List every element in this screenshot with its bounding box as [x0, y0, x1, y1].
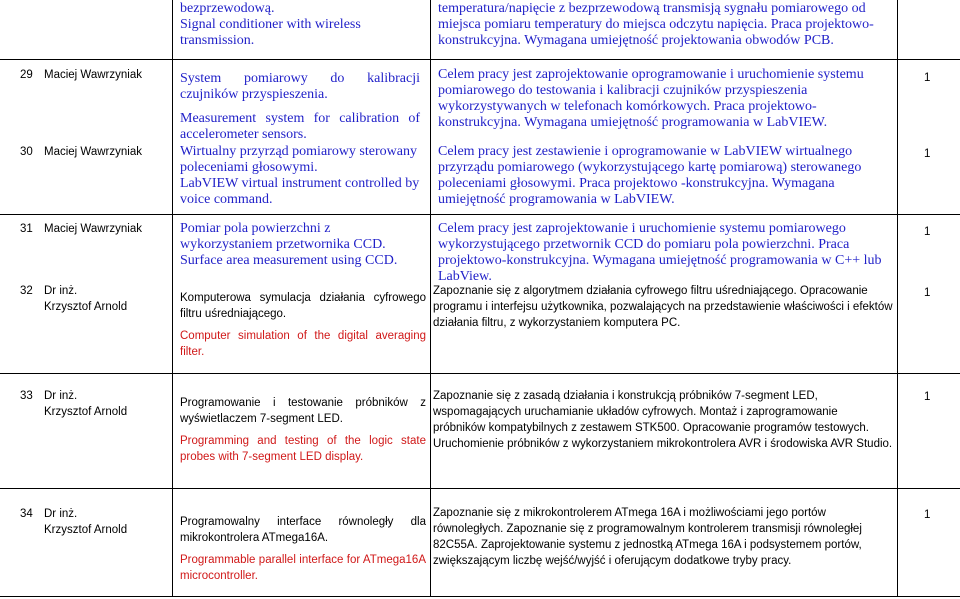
- topic-polish: Wirtualny przyrząd pomiarowy sterowany poleceniami głosowymi.: [180, 144, 417, 175]
- description-text: Zapoznanie się z zasadą działania i konstrukcją próbników 7-segment LED, wspomagających uruchamianie układów cyfrowych. Montaż i zaprogramowanie próbników kompatybilnych z zestawem STK500. Opracowanie programów testowych. Uruchomienie próbników z wykorzystaniem mikrokontrolera AVR i środowiska AVR Studio.: [433, 390, 893, 450]
- supervisor-title: Dr inż.: [44, 285, 78, 297]
- description-cell: [433, 283, 893, 331]
- topic-english: Programmable parallel interface for ATmega16A microcontroller.: [180, 554, 426, 582]
- supervisor-name: Krzysztof Arnold: [44, 406, 128, 418]
- description-text: Celem pracy jest zaprojektowanie oprogramowanie i uruchomienie systemu pomiarowego do testowania i kalibracji czujników przyspieszenia wykorzystywanych w telefonach komórkowych. Praca projektowo-konstrukcyjna. Wymagana umiejętność programowania w LabVIEW.: [438, 67, 864, 130]
- topic-english: LabVIEW virtual instrument controlled by voice command.: [180, 176, 420, 207]
- row-divider: [0, 214, 960, 215]
- supervisor-name: Krzysztof Arnold: [44, 301, 128, 313]
- description-text: temperatura/napięcie z bezprzewodową transmisją sygnału pomiarowego od miejsca pomiaru temperatury do miejsca odczytu napięcia. Praca projektowo-konstrukcyjna. Wymagana umiejętność projektowania obwodów PCB.: [438, 1, 874, 48]
- topic-cell: [180, 144, 420, 208]
- row-number: 32: [20, 285, 33, 297]
- description-cell: [433, 505, 893, 569]
- topic-count: 1: [924, 287, 931, 299]
- topic-count: 1: [924, 72, 931, 84]
- topic-count: 1: [924, 509, 931, 521]
- topic-cell: [180, 71, 420, 143]
- row-divider: [0, 59, 960, 60]
- column-divider: [172, 0, 173, 597]
- description-cell: [438, 1, 888, 49]
- topic-polish: Komputerowa symulacja działania cyfrowego filtru uśredniającego.: [180, 292, 426, 320]
- description-text: Zapoznanie się z mikrokontrolerem ATmega 16A i możliwościami jego portów równoległych. Zapoznanie się z programowalnym kontrolerem transmisji równoległej 82C55A. Zaprojektowanie systemu z jednostką ATmega 16A i podsystemem portów, zwiększającym liczbę wejść/wyjść i oferującym dodatkowe tryby pracy.: [433, 507, 862, 567]
- description-cell: [438, 221, 888, 285]
- topic-cell: [180, 221, 420, 269]
- description-cell: [438, 144, 888, 208]
- topic-count: 1: [924, 226, 931, 238]
- topic-polish: System pomiarowy do kalibracji czujników przyspieszenia.: [180, 71, 420, 102]
- row-number: 33: [20, 390, 33, 402]
- topic-polish: Programowanie i testowanie próbników z wyświetlaczem 7-segment LED.: [180, 397, 426, 425]
- topic-cell: [180, 1, 420, 49]
- topic-polish: Pomiar pola powierzchni z wykorzystaniem przetwornika CCD.: [180, 221, 386, 252]
- topic-count: 1: [924, 148, 931, 160]
- row-number: 31: [20, 223, 33, 235]
- description-cell: [438, 67, 888, 131]
- row-number: 34: [20, 508, 33, 520]
- description-text: Celem pracy jest zaprojektowanie i uruchomienie systemu pomiarowego wykorzystującego przetwornik CCD do pomiaru pola powierzchni. Praca projektowo-konstrukcyjna. Wymagana umiejętność programowania w C++ lub LabView.: [438, 221, 882, 284]
- supervisor-title: Dr inż.: [44, 508, 78, 520]
- topic-english: Signal conditioner with wireless transmission.: [180, 17, 361, 48]
- row-divider: [0, 373, 960, 374]
- description-text: Celem pracy jest zestawienie i oprogramowanie w LabVIEW wirtualnego przyrządu pomiarowego (wykorzystującego kartę pomiarową) sterowanego poleceniami głosowymi. Praca projektowo -konstrukcyjna. Wymagana umiejętność programowania w LabVIEW.: [438, 144, 862, 207]
- topic-cell: [180, 514, 426, 584]
- row-divider: [0, 488, 960, 489]
- supervisor-title: Dr inż.: [44, 390, 78, 402]
- topic-polish: Programowalny interface równoległy dla mikrokontrolera ATmega16A.: [180, 516, 426, 544]
- supervisor-cell: [44, 506, 169, 538]
- topic-polish: bezprzewodową.: [180, 1, 275, 16]
- topic-cell: [180, 395, 426, 465]
- supervisor-name: Krzysztof Arnold: [44, 524, 128, 536]
- description-text: Zapoznanie się z algorytmem działania cyfrowego filtru uśredniającego. Opracowanie programu i interfejsu użytkownika, pozwalających na przedstawienie właściwości i efektów działania filtru, z wykorzystaniem komputera PC.: [433, 285, 893, 329]
- supervisor-name: Maciej Wawrzyniak: [44, 223, 142, 235]
- description-cell: [433, 388, 893, 452]
- supervisor-cell: [44, 388, 169, 420]
- topic-cell: [180, 290, 426, 360]
- row-divider: [0, 596, 960, 597]
- topic-count: 1: [924, 391, 931, 403]
- topic-english: Measurement system for calibration of accelerometer sensors.: [180, 111, 420, 142]
- row-number: 29: [20, 69, 33, 81]
- column-divider: [897, 0, 898, 597]
- topic-english: Programming and testing of the logic state probes with 7-segment LED display.: [180, 435, 426, 463]
- row-number: 30: [20, 146, 33, 158]
- supervisor-name: Maciej Wawrzyniak: [44, 69, 142, 81]
- column-divider: [430, 0, 431, 597]
- topic-english: Computer simulation of the digital averaging filter.: [180, 330, 426, 358]
- supervisor-cell: [44, 283, 169, 315]
- topic-english: Surface area measurement using CCD.: [180, 253, 398, 268]
- supervisor-name: Maciej Wawrzyniak: [44, 146, 142, 158]
